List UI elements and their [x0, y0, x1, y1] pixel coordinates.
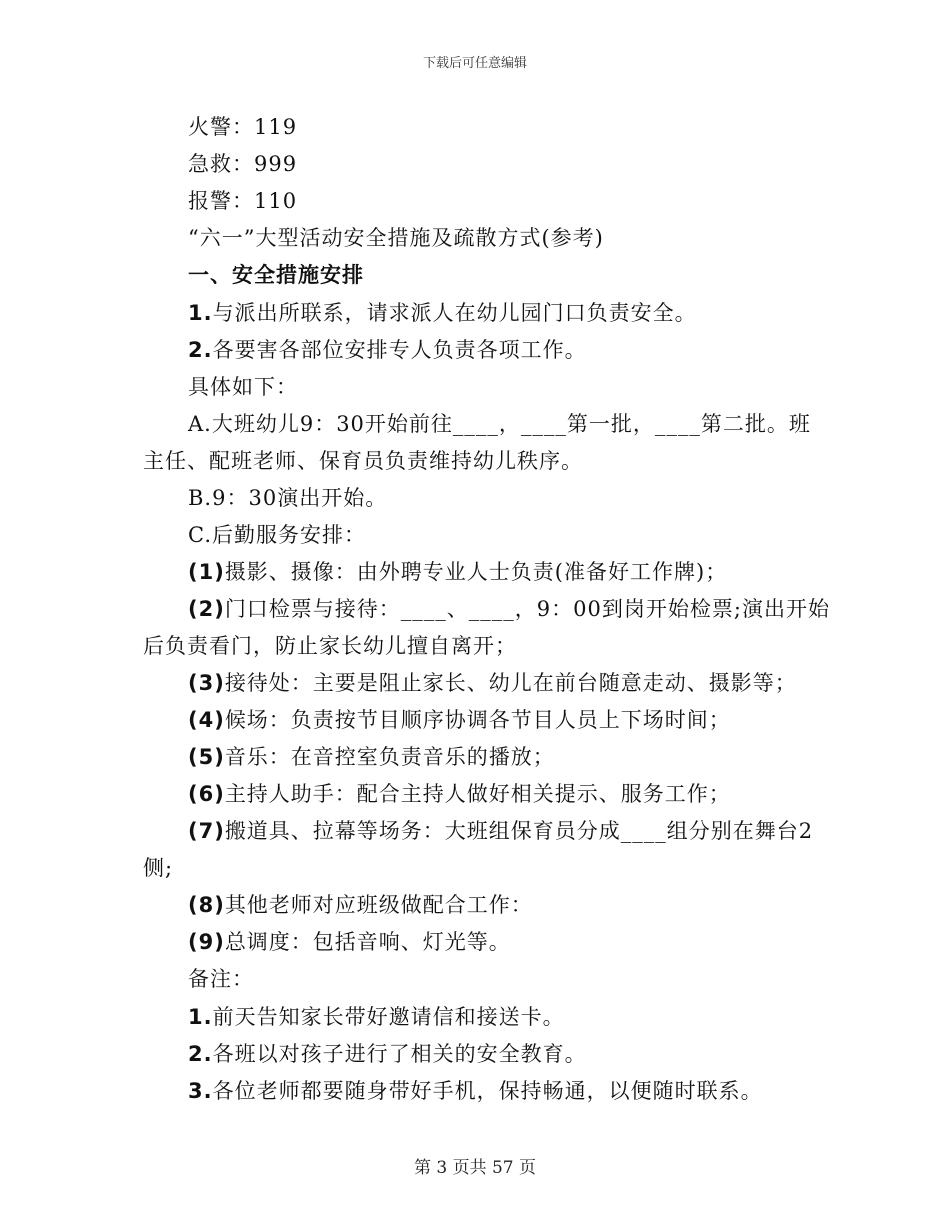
item-number: (9): [188, 930, 225, 954]
list-item: [188, 816, 813, 846]
item-number: (2): [188, 597, 225, 621]
item-text: 各位老师都要随身带好手机，保持畅通，以便随时联系。: [212, 1079, 763, 1103]
item-text: 各要害各部位安排专人负责各项工作。: [212, 338, 587, 362]
list-item: [188, 1076, 763, 1106]
list-item-continued: 侧;: [143, 856, 174, 880]
list-item: [188, 779, 731, 809]
item-text: 总调度：包括音响、灯光等。: [224, 930, 511, 954]
item-number: (1): [188, 560, 225, 584]
page-footer: 第 3 页共 57 页: [413, 1158, 537, 1178]
document-title: “六一”大型活动安全措施及疏散方式(参考): [188, 226, 604, 250]
police-number: 报警：110: [188, 189, 298, 213]
item-number: (4): [188, 708, 225, 732]
list-item: [188, 557, 727, 587]
fire-number: 火警：119: [188, 115, 298, 139]
item-number: (6): [188, 782, 225, 806]
item-text: 与派出所联系，请求派人在幼儿园门口负责安全。: [212, 301, 697, 325]
list-item: [188, 742, 555, 772]
item-number: 1.: [188, 301, 213, 325]
paragraph-a-continued: 主任、配班老师、保育员负责维持幼儿秩序。: [143, 449, 583, 473]
list-item: [188, 890, 533, 920]
paragraph-b: B.9：30演出开始。: [188, 486, 388, 510]
item-text: 主持人助手：配合主持人做好相关提示、服务工作；: [224, 782, 731, 806]
list-item: [188, 335, 587, 365]
item-text: 摄影、摄像：由外聘专业人士负责(准备好工作牌)；: [224, 560, 728, 584]
item-number: (7): [188, 819, 225, 843]
item-text: 搬道具、拉幕等场务：大班组保育员分成____组分别在舞台2: [224, 819, 814, 843]
list-item: [188, 594, 830, 624]
section-heading: 一、安全措施安排: [188, 262, 364, 287]
list-item: [188, 1002, 565, 1032]
ambulance-number: 急救：999: [188, 152, 298, 176]
item-text: 各班以对孩子进行了相关的安全教育。: [212, 1042, 587, 1066]
list-item: [188, 298, 697, 328]
item-number: 2.: [188, 1042, 213, 1066]
list-item: [188, 705, 731, 735]
item-number: (3): [188, 671, 225, 695]
paragraph-a: A.大班幼儿9：30开始前往____，____第一批，____第二批。班: [188, 412, 811, 436]
item-number: (5): [188, 745, 225, 769]
item-text: 接待处：主要是阻止家长、幼儿在前台随意走动、摄影等；: [224, 671, 797, 695]
item-number: 1.: [188, 1005, 213, 1029]
list-item: [188, 927, 511, 957]
page-header: 下载后可任意编辑: [422, 56, 527, 71]
item-text: 候场：负责按节目顺序协调各节目人员上下场时间；: [224, 708, 731, 732]
list-item: [188, 1039, 587, 1069]
specifics-label: 具体如下：: [188, 375, 298, 399]
item-number: 3.: [188, 1079, 213, 1103]
item-text: 其他老师对应班级做配合工作：: [224, 893, 533, 917]
item-text: 前天告知家长带好邀请信和接送卡。: [212, 1005, 565, 1029]
item-text: 音乐：在音控室负责音乐的播放；: [224, 745, 555, 769]
notes-label: 备注：: [188, 967, 254, 991]
paragraph-c: C.后勤服务安排：: [188, 523, 366, 547]
list-item: [188, 668, 797, 698]
item-number: (8): [188, 893, 225, 917]
item-number: 2.: [188, 338, 213, 362]
list-item-continued: 后负责看门，防止家长幼儿擅自离开；: [143, 634, 517, 658]
item-text: 门口检票与接待：____、____，9：00到岗开始检票;演出开始: [224, 597, 830, 621]
